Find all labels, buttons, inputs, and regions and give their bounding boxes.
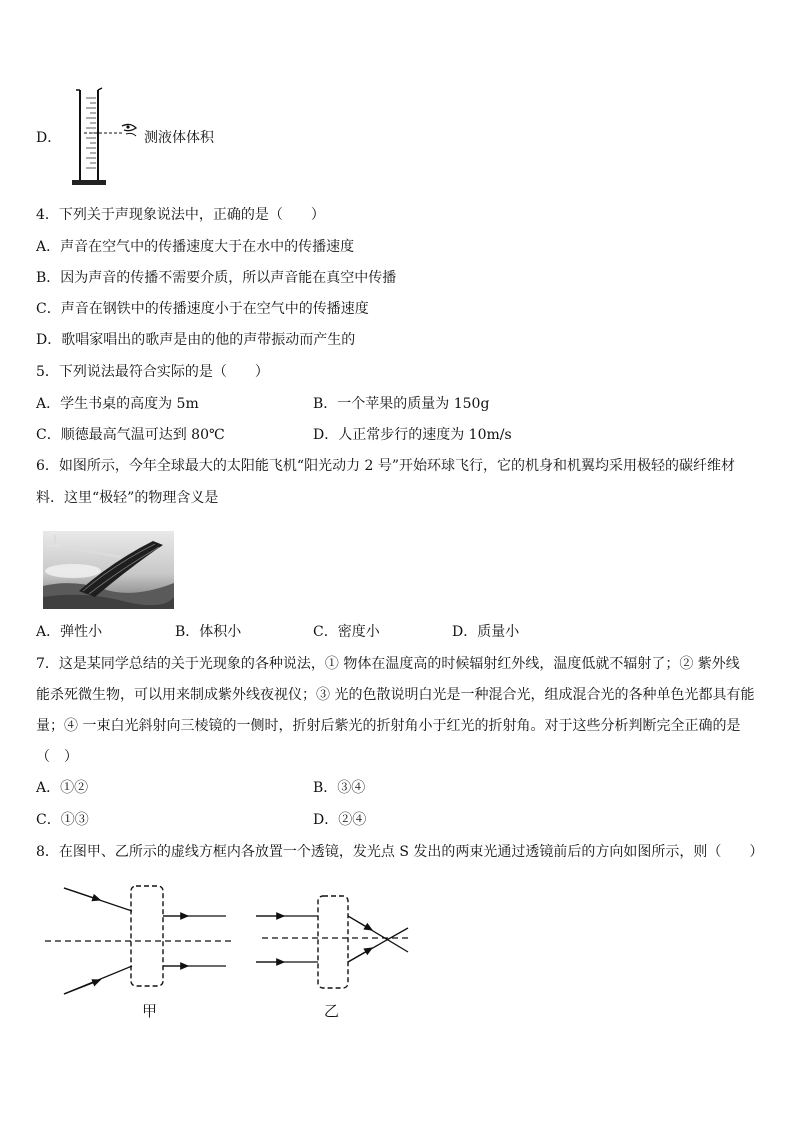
q8-stem: 8．在图甲、乙所示的虚线方框内各放置一个透镜，发光点 S 发出的两束光通过透镜前后的方向如图所示，则（ ） [36,844,764,860]
q6-stem-line1: 6．如图所示，今年全球最大的太阳能飞机“阳光动力 2 号”开始环球飞行，它的机身和机翼均采用极轻的碳纤维材 [36,458,736,474]
q5-option-c: C．顺德最高气温可达到 80℃ [36,427,225,443]
q7-stem-line1: 7．这是某同学总结的关于光现象的各种说法，① 物体在温度高的时候辐射红外线，温度低就不辐射了；② 紫外线 [36,656,740,672]
q6-option-a: A．弹性小 [36,624,103,640]
graduated-cylinder-figure [66,86,156,190]
label-yi: 乙 [324,1002,340,1020]
q5-option-b: B．一个苹果的质量为 150g [313,396,490,412]
q7-option-a: A．①② [36,780,89,796]
q7-option-b: B．③④ [313,780,366,796]
q7-stem-line3: 量；④ 一束白光斜射向三棱镜的一侧时，折射后紫光的折射角小于红光的折射角。对于这些分析判断完全正确的是 [36,718,741,734]
q4-option-d: D．歌唱家唱出的歌声是由的他的声带振动而产生的 [36,332,356,348]
q7-stem-line4: （ ） [36,749,78,765]
q4-option-c: C．声音在钢铁中的传播速度小于在空气中的传播速度 [36,301,369,317]
q7-option-d: D．②④ [313,812,367,828]
solar-plane-photo [43,531,174,609]
lens-ray-diagram [40,880,420,1020]
q6-option-c: C．密度小 [313,624,380,640]
q4-option-b: B．因为声音的传播不需要介质，所以声音能在真空中传播 [36,270,397,286]
label-jia: 甲 [142,1002,158,1020]
q6-option-b: B．体积小 [175,624,242,640]
diagram-yi [256,896,412,1020]
diagram-jia [45,886,235,1020]
q3-option-d-caption: 测液体体积 [144,130,214,146]
q6-option-d: D．质量小 [452,624,520,640]
q6-stem-line2: 料．这里“极轻”的物理含义是 [36,490,219,506]
q7-option-c: C．①③ [36,812,89,828]
q5-option-a: A．学生书桌的高度为 5m [36,396,199,412]
q4-stem: 4．下列关于声现象说法中，正确的是（ ） [36,207,325,223]
q4-option-a: A．声音在空气中的传播速度大于在水中的传播速度 [36,239,355,255]
q5-stem: 5．下列说法最符合实际的是（ ） [36,364,269,380]
q5-option-d: D．人正常步行的速度为 10m/s [313,427,512,443]
q3-option-d-label: D． [36,130,62,146]
q7-stem-line2: 能杀死微生物，可以用来制成紫外线夜视仪；③ 光的色散说明白光是一种混合光，组成混合光的各种单色光都具有能 [36,687,755,703]
